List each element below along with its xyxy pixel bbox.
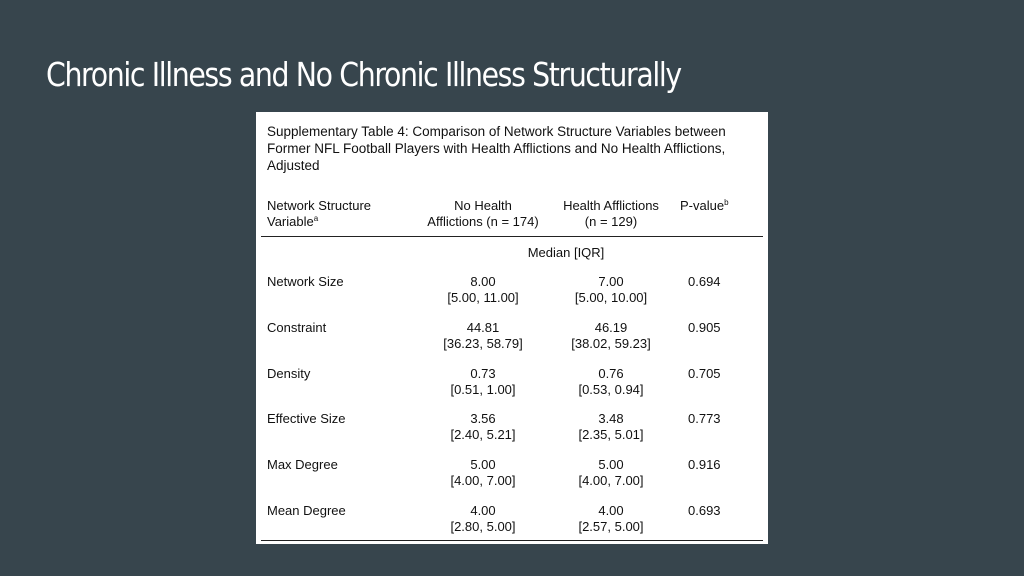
median-value: 8.00 — [470, 274, 496, 289]
no-health-afflictions-cell — [423, 503, 543, 535]
median-value: 46.19 — [594, 320, 628, 335]
header-no-health-afflictions — [423, 198, 543, 230]
header-pvalue: P-value$^b$ — [680, 198, 729, 213]
health-afflictions-cell — [551, 366, 671, 398]
iqr-value: [2.40, 5.21] — [450, 427, 516, 442]
table-caption: Supplementary Table 4: Comparison of Network Structure Variables between Former NFL Football Players with Health Afflictions and No Health Afflictions, Adjusted — [267, 124, 726, 173]
iqr-value: [5.00, 11.00] — [447, 290, 519, 305]
median-value: 0.76 — [598, 366, 624, 381]
median-value: 4.00 — [598, 503, 624, 518]
iqr-value: [0.53, 0.94] — [578, 382, 644, 397]
row-label: Max Degree — [267, 457, 338, 472]
no-health-afflictions-cell — [423, 320, 543, 352]
no-health-afflictions-cell — [423, 274, 543, 306]
median-value: 4.00 — [470, 503, 496, 518]
median-value: 3.56 — [470, 411, 496, 426]
supplementary-table — [256, 112, 768, 544]
iqr-value: [2.80, 5.00] — [450, 519, 516, 534]
p-value: 0.694 — [688, 274, 721, 289]
row-label: Network Size — [267, 274, 344, 289]
header-variable-line2: Variable$^a$ — [267, 214, 319, 229]
iqr-value: [4.00, 7.00] — [578, 473, 644, 488]
p-value: 0.905 — [688, 320, 721, 335]
iqr-value: [0.51, 1.00] — [450, 382, 516, 397]
table-row — [256, 457, 768, 491]
header-rule — [261, 236, 763, 237]
header-col2-line2: (n = 129) — [584, 214, 638, 229]
health-afflictions-cell — [551, 457, 671, 489]
row-label: Density — [267, 366, 311, 381]
iqr-value: [4.00, 7.00] — [450, 473, 516, 488]
median-value: 5.00 — [470, 457, 496, 472]
header-variable-sup: a — [313, 214, 319, 223]
p-value: 0.705 — [688, 366, 721, 381]
header-col1-line1: No Health — [454, 198, 512, 213]
iqr-value: [2.35, 5.01] — [578, 427, 644, 442]
health-afflictions-cell — [551, 274, 671, 306]
row-label: Effective Size — [267, 411, 346, 426]
median-iqr-subheader: Median [IQR] — [527, 245, 605, 260]
no-health-afflictions-cell — [423, 411, 543, 443]
median-value: 3.48 — [598, 411, 624, 426]
table-row — [256, 411, 768, 445]
header-col2-line1: Health Afflictions — [563, 198, 659, 213]
median-value: 5.00 — [598, 457, 624, 472]
p-value: 0.773 — [688, 411, 721, 426]
row-label: Constraint — [267, 320, 327, 335]
table-row — [256, 274, 768, 308]
slide-title: Chronic Illness and No Chronic Illness Structurally — [46, 55, 681, 94]
health-afflictions-cell — [551, 503, 671, 535]
table-row — [256, 503, 768, 537]
header-health-afflictions — [551, 198, 671, 230]
row-label: Mean Degree — [267, 503, 346, 518]
header-variable — [267, 198, 371, 230]
iqr-value: [2.57, 5.00] — [578, 519, 644, 534]
median-value: 7.00 — [598, 274, 624, 289]
header-variable-line1: Network Structure — [267, 198, 372, 213]
median-value: 0.73 — [470, 366, 496, 381]
footer-rule — [261, 540, 763, 541]
health-afflictions-cell — [551, 320, 671, 352]
header-pvalue-sup: b — [724, 198, 729, 207]
p-value: 0.916 — [688, 457, 721, 472]
median-value: 44.81 — [466, 320, 500, 335]
health-afflictions-cell — [551, 411, 671, 443]
header-col1-line2: Afflictions (n = 174) — [427, 214, 539, 229]
no-health-afflictions-cell — [423, 366, 543, 398]
no-health-afflictions-cell — [423, 457, 543, 489]
p-value: 0.693 — [688, 503, 721, 518]
iqr-value: [5.00, 10.00] — [574, 290, 648, 305]
iqr-value: [36.23, 58.79] — [443, 336, 523, 351]
table-row — [256, 366, 768, 400]
iqr-value: [38.02, 59.23] — [571, 336, 651, 351]
table-row — [256, 320, 768, 354]
